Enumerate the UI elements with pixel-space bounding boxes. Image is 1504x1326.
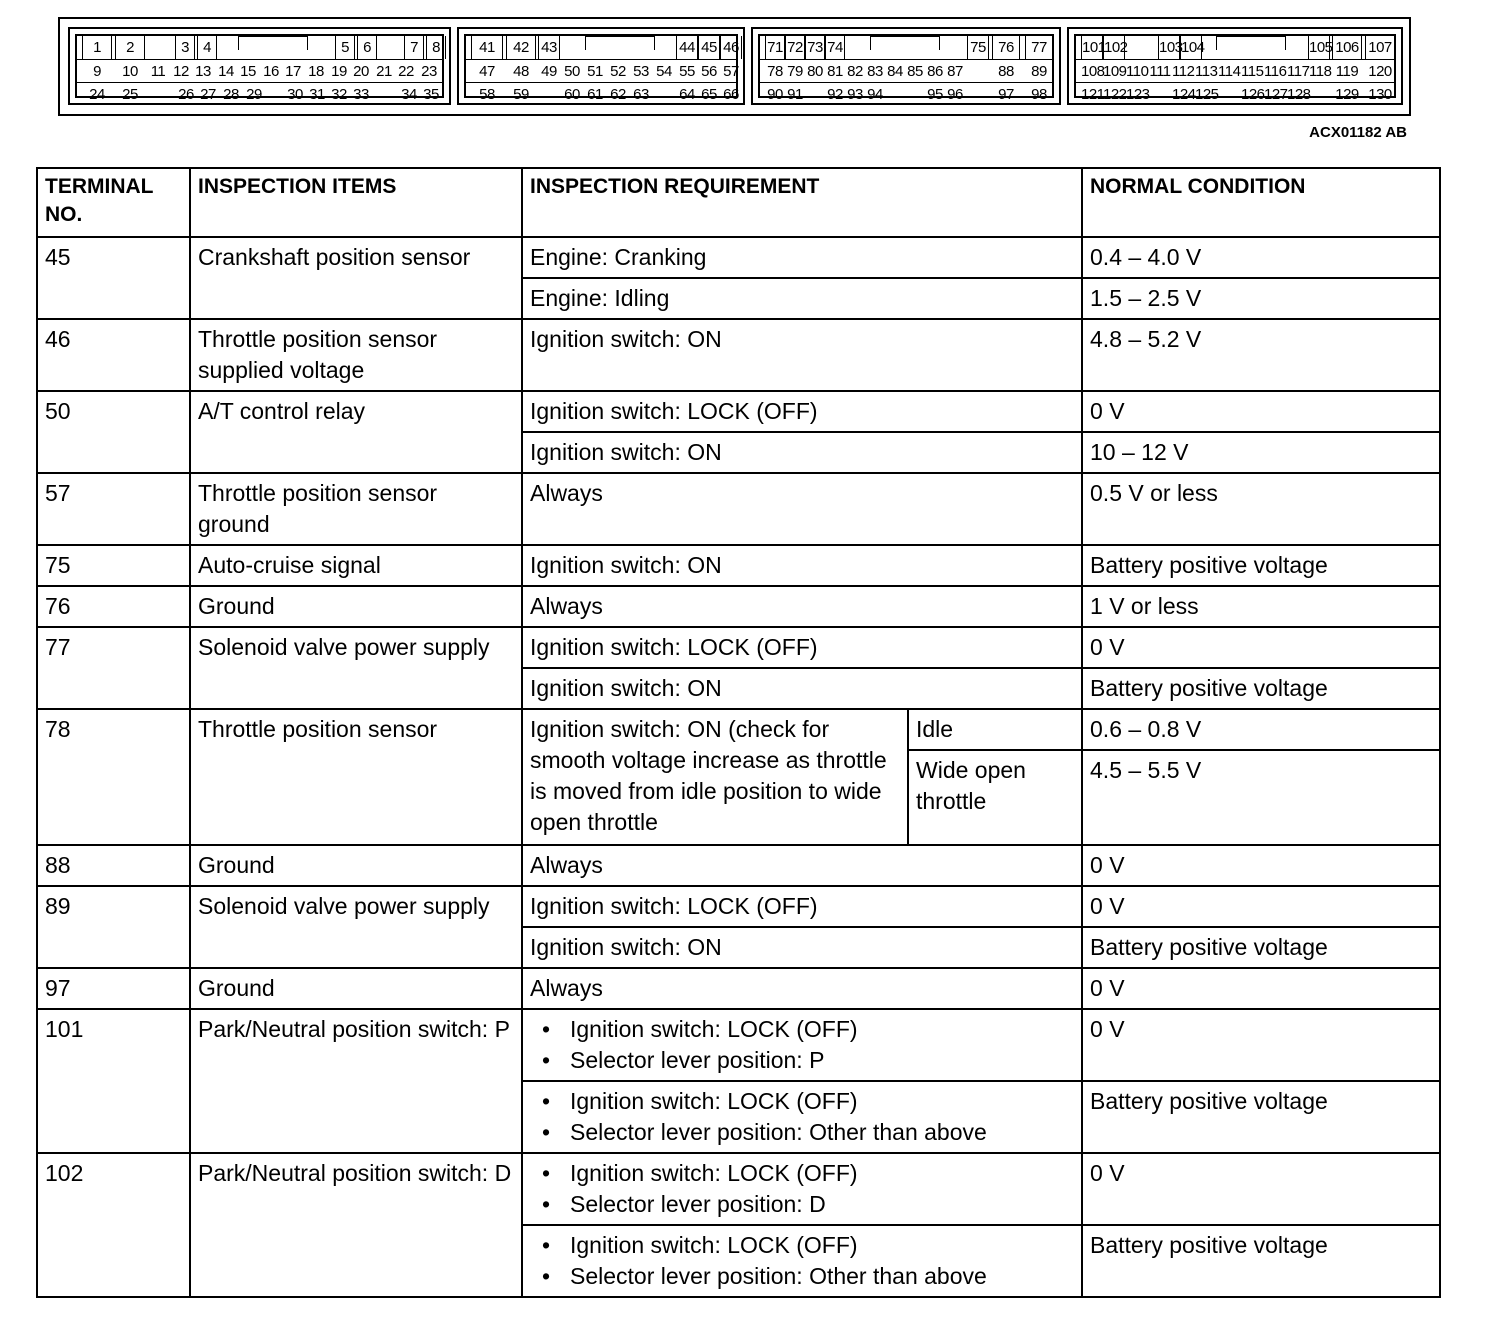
- connector-pin: 74: [825, 36, 845, 59]
- normal-condition: 0 V: [1082, 968, 1440, 1009]
- inspection-requirement: Ignition switch: ON: [522, 319, 1082, 391]
- connector-pin: 84: [887, 63, 903, 80]
- pin-row: [1076, 59, 1394, 83]
- inspection-item: Ground: [190, 586, 522, 627]
- connector-pin: 119: [1335, 63, 1359, 80]
- connector-pin: 46: [720, 36, 742, 59]
- inspection-requirement: Engine: Idling: [522, 278, 1082, 319]
- requirement-list: [530, 1014, 1074, 1076]
- pin-row: [760, 36, 1052, 59]
- connector-pin: 113: [1195, 63, 1218, 80]
- terminal-no: 102: [37, 1153, 190, 1297]
- normal-condition: Battery positive voltage: [1082, 1081, 1440, 1153]
- connector-pin: 77: [1025, 36, 1053, 59]
- inspection-item: Ground: [190, 845, 522, 886]
- table-header-row: [37, 168, 1440, 237]
- connector-pin: 55: [679, 63, 695, 80]
- inspection-requirement: [522, 1225, 1082, 1297]
- throttle-position: Wide open throttle: [908, 750, 1082, 845]
- connector-pin: 80: [807, 63, 823, 80]
- inspection-requirement: Ignition switch: LOCK (OFF): [522, 391, 1082, 432]
- connector-block-3: [751, 27, 1061, 105]
- pin-row: [77, 59, 442, 83]
- inspection-requirement: Ignition switch: ON: [522, 432, 1082, 473]
- connector-pin: 98: [1031, 86, 1047, 103]
- connector-pin: 10: [122, 63, 138, 80]
- table-row: [37, 627, 1440, 668]
- requirement-bullet: • Ignition switch: LOCK (OFF): [530, 1230, 1074, 1261]
- normal-condition: 0 V: [1082, 886, 1440, 927]
- connector-block-2: [457, 27, 745, 105]
- connector-pin: 26: [178, 86, 194, 103]
- requirement-bullet: • Selector lever position: D: [530, 1189, 1074, 1220]
- connector-pin: 1: [82, 36, 112, 59]
- connector-pin: 72: [785, 36, 805, 59]
- requirement-bullet: • Selector lever position: Other than above: [530, 1261, 1074, 1292]
- connector-pin: 9: [93, 63, 101, 80]
- inspection-item: Crankshaft position sensor: [190, 237, 522, 319]
- inspection-requirement: Engine: Cranking: [522, 237, 1082, 278]
- header-inspection-requirement: INSPECTION REQUIREMENT: [522, 168, 1082, 237]
- table-row: [37, 473, 1440, 545]
- connector-key: [870, 36, 940, 50]
- normal-condition: 0 V: [1082, 1153, 1440, 1225]
- connector-pin: 112: [1172, 63, 1195, 80]
- connector-pin: 27: [200, 86, 216, 103]
- connector-pin: 79: [787, 63, 803, 80]
- connector-pin: 104: [1180, 36, 1202, 59]
- connector-pin: 75: [967, 36, 989, 59]
- requirement-bullet: • Ignition switch: LOCK (OFF): [530, 1014, 1074, 1045]
- normal-condition: Battery positive voltage: [1082, 1225, 1440, 1297]
- terminal-no: 50: [37, 391, 190, 473]
- table-row: [37, 586, 1440, 627]
- connector-pin: 7: [404, 36, 424, 59]
- connector-pin: 92: [827, 86, 843, 103]
- connector-pin: 108: [1081, 63, 1105, 80]
- connector-pin: 102: [1103, 36, 1125, 59]
- connector-pin: 14: [218, 63, 234, 80]
- connector-pin: 61: [587, 86, 603, 103]
- terminal-no: 89: [37, 886, 190, 968]
- connector-pin: 62: [610, 86, 626, 103]
- connector-pin: 35: [423, 86, 439, 103]
- connector-pin: 128: [1287, 86, 1311, 103]
- connector-pin: 97: [998, 86, 1014, 103]
- table-row: [37, 319, 1440, 391]
- terminal-no: 75: [37, 545, 190, 586]
- connector-pin: 89: [1031, 63, 1047, 80]
- normal-condition: 10 – 12 V: [1082, 432, 1440, 473]
- connector-pin: 6: [357, 36, 377, 59]
- terminal-no: 77: [37, 627, 190, 709]
- pin-row: [77, 82, 442, 106]
- normal-condition: 1.5 – 2.5 V: [1082, 278, 1440, 319]
- connector-pin: 17: [285, 63, 301, 80]
- connector-pin: 82: [847, 63, 863, 80]
- connector-pin: 87: [947, 63, 963, 80]
- connector-pin: 129: [1335, 86, 1359, 103]
- terminal-no: 101: [37, 1009, 190, 1153]
- requirement-list: [530, 1230, 1074, 1292]
- table-row: [37, 709, 1440, 750]
- connector-pin: 33: [353, 86, 369, 103]
- inspection-item: Ground: [190, 968, 522, 1009]
- connector-pin: 107: [1365, 36, 1395, 59]
- connector-pin: 101: [1081, 36, 1103, 59]
- connector-pin: 73: [805, 36, 825, 59]
- header-normal-condition: NORMAL CONDITION: [1082, 168, 1440, 237]
- terminal-no: 78: [37, 709, 190, 845]
- table-body: [37, 237, 1440, 1297]
- connector-pin: 124: [1172, 86, 1196, 103]
- connector-pin: 93: [847, 86, 863, 103]
- normal-condition: 0.6 – 0.8 V: [1082, 709, 1440, 750]
- table-row: [37, 1009, 1440, 1081]
- pin-row: [1076, 82, 1394, 106]
- connector-pin: 122: [1103, 86, 1127, 103]
- normal-condition: Battery positive voltage: [1082, 545, 1440, 586]
- connector-pin: 18: [308, 63, 324, 80]
- pin-row: [77, 36, 442, 59]
- inspection-requirement: Ignition switch: ON: [522, 545, 1082, 586]
- connector-key: [585, 36, 655, 50]
- connector-block-4: [1067, 27, 1403, 105]
- connector-pin: 83: [867, 63, 883, 80]
- connector-pin: 123: [1126, 86, 1150, 103]
- pin-row: [466, 36, 739, 59]
- connector-pin: 109: [1103, 63, 1127, 80]
- table-row: [37, 237, 1440, 278]
- connector-pin: 28: [223, 86, 239, 103]
- table-row: [37, 968, 1440, 1009]
- connector-pin: 120: [1368, 63, 1392, 80]
- requirement-bullet: • Ignition switch: LOCK (OFF): [530, 1086, 1074, 1117]
- connector-pin: 81: [827, 63, 843, 80]
- connector-pin: 5: [335, 36, 355, 59]
- connector-pin: 30: [287, 86, 303, 103]
- diagram-code: ACX01182 AB: [1309, 124, 1407, 141]
- requirement-list: [530, 1086, 1074, 1148]
- connector-pin: 126: [1241, 86, 1265, 103]
- connector-pin: 58: [479, 86, 495, 103]
- connector-pin: 85: [907, 63, 923, 80]
- terminal-no: 97: [37, 968, 190, 1009]
- normal-condition: 1 V or less: [1082, 586, 1440, 627]
- inspection-requirement: Ignition switch: ON: [522, 668, 1082, 709]
- pin-row: [760, 59, 1052, 83]
- connector-pin: 34: [401, 86, 417, 103]
- connector-pin: 20: [353, 63, 369, 80]
- connector-pin: 117: [1287, 63, 1310, 80]
- connector-pin: 57: [723, 63, 739, 80]
- connector-pin: 53: [633, 63, 649, 80]
- connector-key: [238, 36, 308, 50]
- terminal-no: 88: [37, 845, 190, 886]
- connector-diagram: [58, 17, 1411, 116]
- normal-condition: 0.4 – 4.0 V: [1082, 237, 1440, 278]
- connector-pin: 42: [506, 36, 536, 59]
- connector-pin: 22: [398, 63, 414, 80]
- connector-pin: 49: [541, 63, 557, 80]
- connector-pin: 12: [173, 63, 189, 80]
- pin-row: [1076, 36, 1394, 59]
- connector-pin: 54: [656, 63, 672, 80]
- inspection-requirement: Ignition switch: LOCK (OFF): [522, 886, 1082, 927]
- connector-pin: 21: [376, 63, 392, 80]
- connector-pin: 2: [115, 36, 145, 59]
- connector-pin: 116: [1264, 63, 1287, 80]
- connector-pin: 114: [1218, 63, 1241, 80]
- connector-pin: 65: [701, 86, 717, 103]
- connector-pin: 91: [787, 86, 803, 103]
- connector-block-1: [68, 27, 451, 105]
- inspection-requirement: [522, 1153, 1082, 1225]
- connector-pin: 64: [679, 86, 695, 103]
- header-inspection-items: INSPECTION ITEMS: [190, 168, 522, 237]
- connector-pin: 15: [240, 63, 256, 80]
- connector-pin: 56: [701, 63, 717, 80]
- inspection-requirement: Always: [522, 845, 1082, 886]
- connector-pin: 29: [246, 86, 262, 103]
- inspection-requirement: Always: [522, 473, 1082, 545]
- terminal-no: 46: [37, 319, 190, 391]
- connector-pin: 78: [767, 63, 783, 80]
- connector-pin: 47: [479, 63, 495, 80]
- pin-row: [466, 59, 739, 83]
- connector-pin: 41: [471, 36, 503, 59]
- inspection-item: Park/Neutral position switch: P: [190, 1009, 522, 1153]
- inspection-table: [36, 167, 1441, 1298]
- connector-pin: 4: [197, 36, 217, 59]
- connector-pin: 60: [564, 86, 580, 103]
- connector-pin: 95: [927, 86, 943, 103]
- connector-pin: 86: [927, 63, 943, 80]
- pin-row: [466, 82, 739, 106]
- table-row: [37, 545, 1440, 586]
- connector-pin: 48: [513, 63, 529, 80]
- connector-pin: 19: [331, 63, 347, 80]
- connector-pin: 105: [1308, 36, 1330, 59]
- connector-pin: 44: [676, 36, 698, 59]
- connector-pin: 3: [175, 36, 195, 59]
- normal-condition: 4.5 – 5.5 V: [1082, 750, 1440, 845]
- connector-pin: 110: [1126, 63, 1149, 80]
- connector-pin: 32: [331, 86, 347, 103]
- requirement-bullet: • Selector lever position: Other than above: [530, 1117, 1074, 1148]
- connector-pin: 76: [992, 36, 1020, 59]
- connector-pin: 45: [698, 36, 720, 59]
- pin-row: [760, 82, 1052, 106]
- requirement-list: [530, 1158, 1074, 1220]
- inspection-item: Throttle position sensor: [190, 709, 522, 845]
- inspection-requirement: Ignition switch: LOCK (OFF): [522, 627, 1082, 668]
- requirement-bullet: • Ignition switch: LOCK (OFF): [530, 1158, 1074, 1189]
- normal-condition: 4.8 – 5.2 V: [1082, 319, 1440, 391]
- terminal-no: 76: [37, 586, 190, 627]
- connector-pin: 52: [610, 63, 626, 80]
- inspection-requirement: [522, 1081, 1082, 1153]
- normal-condition: 0.5 V or less: [1082, 473, 1440, 545]
- connector-pin: 31: [309, 86, 325, 103]
- connector-pin: 11: [150, 63, 166, 80]
- connector-pin: 115: [1241, 63, 1264, 80]
- connector-pin: 106: [1332, 36, 1362, 59]
- normal-condition: 0 V: [1082, 845, 1440, 886]
- connector-pin: 59: [513, 86, 529, 103]
- throttle-position: Idle: [908, 709, 1082, 750]
- connector-pin: 16: [263, 63, 279, 80]
- connector-pin: 50: [564, 63, 580, 80]
- normal-condition: Battery positive voltage: [1082, 927, 1440, 968]
- inspection-item: Auto-cruise signal: [190, 545, 522, 586]
- connector-pin: 23: [421, 63, 437, 80]
- inspection-requirement: [522, 1009, 1082, 1081]
- inspection-item: Solenoid valve power supply: [190, 886, 522, 968]
- normal-condition: 0 V: [1082, 1009, 1440, 1081]
- inspection-item: Solenoid valve power supply: [190, 627, 522, 709]
- connector-pin: 51: [587, 63, 603, 80]
- connector-pin: 94: [867, 86, 883, 103]
- connector-pin: 71: [765, 36, 785, 59]
- connector-pin: 127: [1264, 86, 1288, 103]
- inspection-requirement: Ignition switch: ON (check for smooth voltage increase as throttle is moved from idle position to wide open throttle: [522, 709, 908, 845]
- connector-pin: 8: [426, 36, 446, 59]
- connector-pin: 13: [195, 63, 211, 80]
- table-row: [37, 391, 1440, 432]
- connector-pin: 88: [998, 63, 1014, 80]
- connector-pin: 125: [1195, 86, 1219, 103]
- connector-pin: 43: [538, 36, 560, 59]
- connector-pin: 24: [89, 86, 105, 103]
- table-row: [37, 1153, 1440, 1225]
- connector-pin: 25: [122, 86, 138, 103]
- connector-pin: 90: [767, 86, 783, 103]
- inspection-item: A/T control relay: [190, 391, 522, 473]
- table-row: [37, 886, 1440, 927]
- requirement-bullet: • Selector lever position: P: [530, 1045, 1074, 1076]
- connector-pin: 66: [723, 86, 739, 103]
- inspection-item: Park/Neutral position switch: D: [190, 1153, 522, 1297]
- connector-pin: 103: [1158, 36, 1180, 59]
- connector-pin: 111: [1149, 63, 1171, 80]
- inspection-item: Throttle position sensor ground: [190, 473, 522, 545]
- terminal-no: 45: [37, 237, 190, 319]
- connector-pin: 118: [1309, 63, 1332, 80]
- table-row: [37, 845, 1440, 886]
- connector-pin: 121: [1081, 86, 1105, 103]
- connector-pin: 96: [947, 86, 963, 103]
- connector-key: [1216, 36, 1286, 50]
- normal-condition: 0 V: [1082, 391, 1440, 432]
- inspection-requirement: Always: [522, 586, 1082, 627]
- terminal-no: 57: [37, 473, 190, 545]
- connector-pin: 130: [1368, 86, 1392, 103]
- normal-condition: Battery positive voltage: [1082, 668, 1440, 709]
- inspection-requirement: Always: [522, 968, 1082, 1009]
- inspection-item: Throttle position sensor supplied voltage: [190, 319, 522, 391]
- inspection-requirement: Ignition switch: ON: [522, 927, 1082, 968]
- connector-pin: 63: [633, 86, 649, 103]
- normal-condition: 0 V: [1082, 627, 1440, 668]
- header-terminal-no: TERMINAL NO.: [37, 168, 190, 237]
